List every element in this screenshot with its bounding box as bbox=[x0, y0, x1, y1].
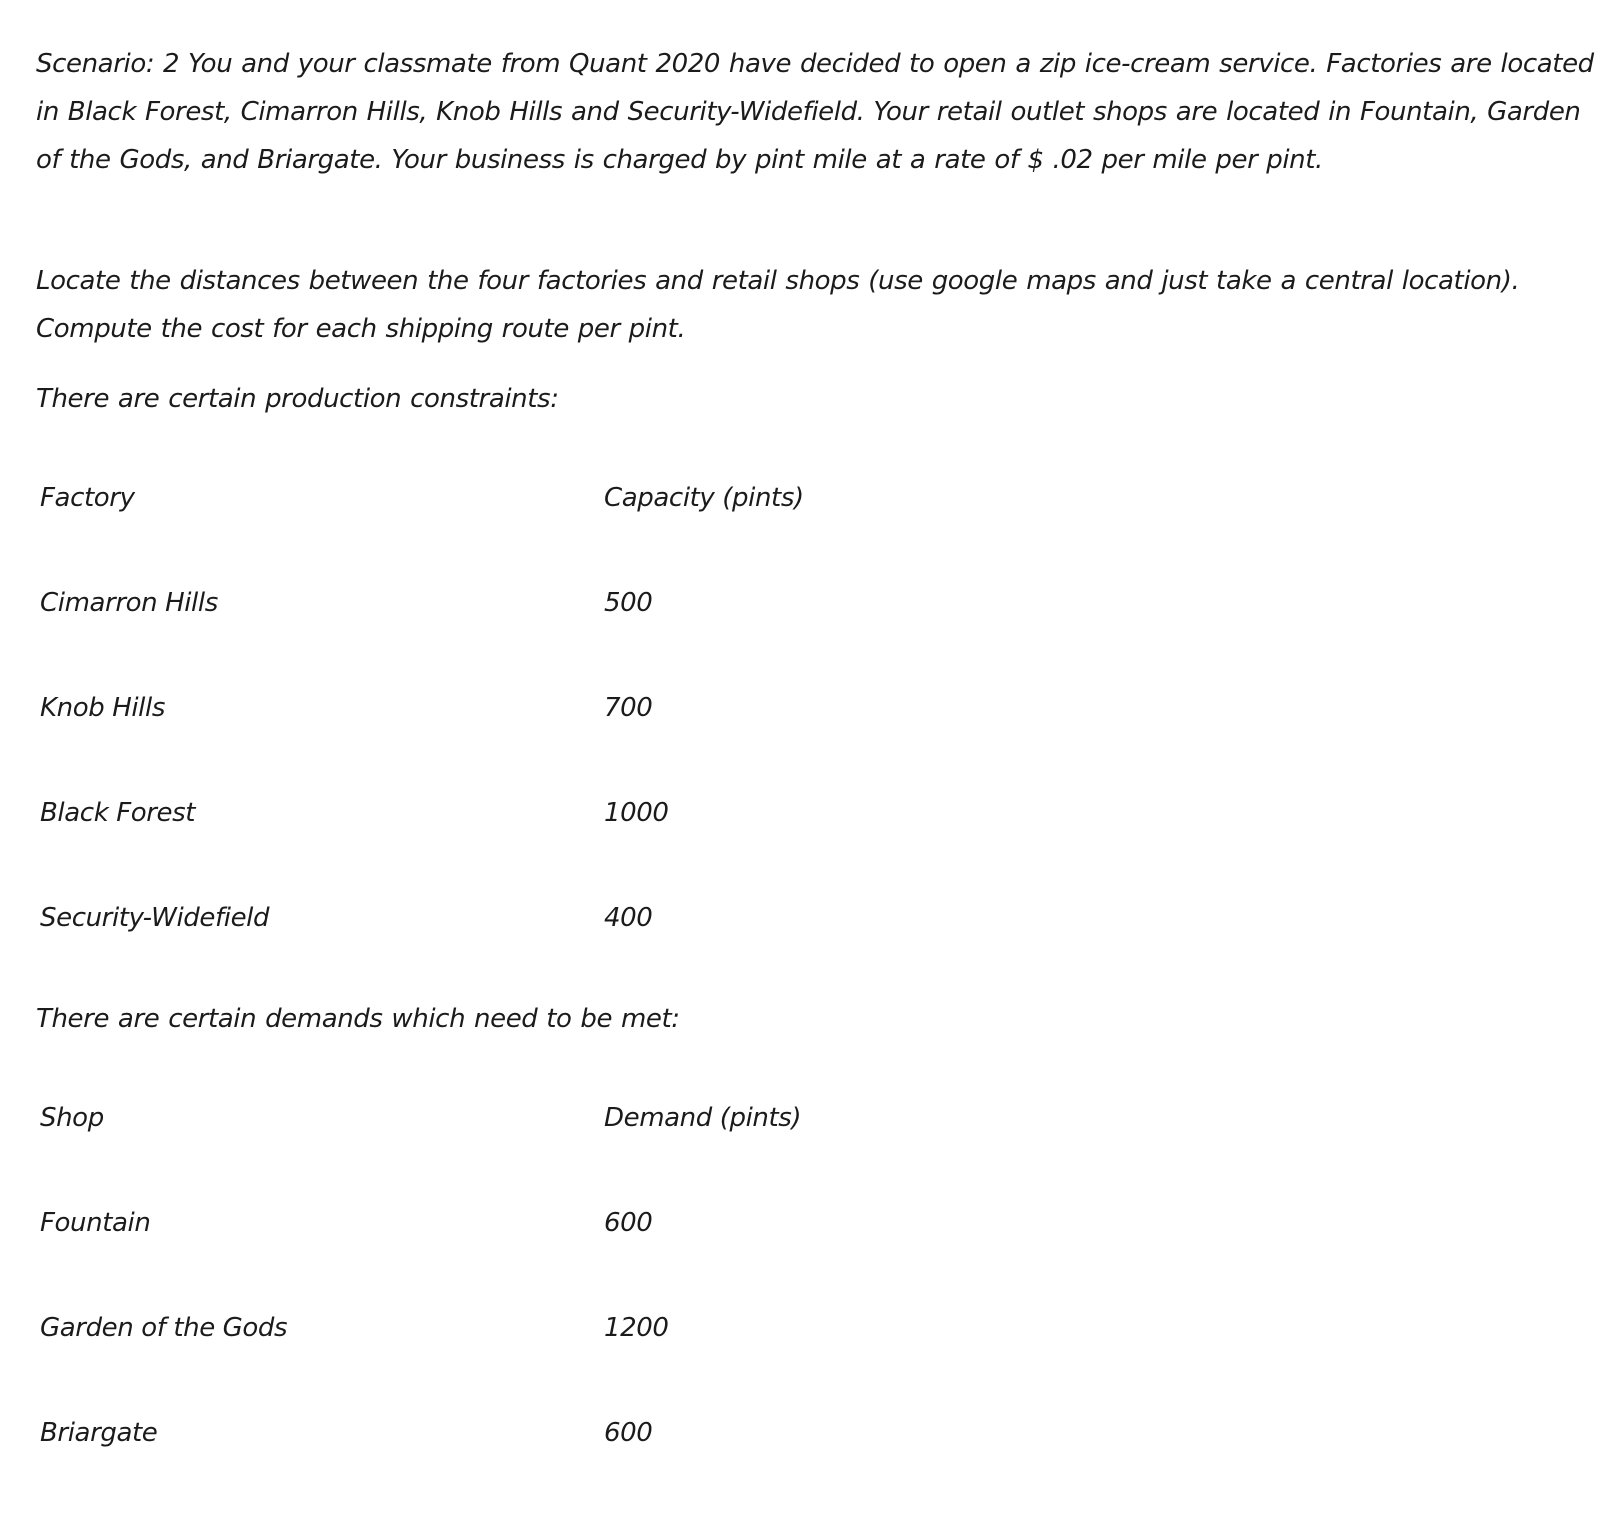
factory-name: Security-Widefield bbox=[40, 903, 270, 933]
shop-demand: 1200 bbox=[604, 1313, 669, 1343]
shop-demand: 600 bbox=[604, 1418, 653, 1448]
factory-name: Cimarron Hills bbox=[40, 588, 218, 618]
demand-column-header: Demand (pints) bbox=[604, 1103, 802, 1133]
factory-capacity: 700 bbox=[604, 693, 653, 723]
shop-name: Garden of the Gods bbox=[40, 1313, 288, 1343]
scenario-paragraph: Scenario: 2 You and your classmate from Quant 2020 have decided to open a zip ice-cream service. Factories are located in Black Forest, Cimarron Hills, Knob Hills and Security-Widefield. Your retail outlet shops are located in Fountain, Garden of the Gods, and Briargate. Your business is charged by pint mile at a rate of $ .02 per mile per pint. bbox=[36, 49, 1594, 175]
shop-demand-table bbox=[40, 1100, 940, 1520]
instructions-paragraph: Locate the distances between the four factories and retail shops (use google maps and just take a central location). Compute the cost for each shipping route per pint. bbox=[36, 266, 1520, 344]
shop-demand: 600 bbox=[604, 1208, 653, 1238]
factory-capacity-table bbox=[40, 480, 940, 1005]
table-row bbox=[40, 585, 940, 690]
factory-column-header: Factory bbox=[40, 483, 135, 513]
demand-intro: There are certain demands which need to be met: bbox=[36, 1004, 680, 1034]
factory-capacity: 500 bbox=[604, 588, 653, 618]
table-header-row bbox=[40, 480, 940, 585]
factory-name: Knob Hills bbox=[40, 693, 165, 723]
factory-capacity: 1000 bbox=[604, 798, 669, 828]
table-row bbox=[40, 1415, 940, 1520]
shop-name: Briargate bbox=[40, 1418, 158, 1448]
table-row bbox=[40, 795, 940, 900]
table-row bbox=[40, 900, 940, 1005]
table-row bbox=[40, 1310, 940, 1415]
production-constraints-intro: There are certain production constraints: bbox=[36, 384, 559, 414]
table-row bbox=[40, 690, 940, 795]
shop-column-header: Shop bbox=[40, 1103, 104, 1133]
capacity-column-header: Capacity (pints) bbox=[604, 483, 804, 513]
table-row bbox=[40, 1205, 940, 1310]
table-header-row bbox=[40, 1100, 940, 1205]
shop-name: Fountain bbox=[40, 1208, 151, 1238]
factory-capacity: 400 bbox=[604, 903, 653, 933]
factory-name: Black Forest bbox=[40, 798, 196, 828]
